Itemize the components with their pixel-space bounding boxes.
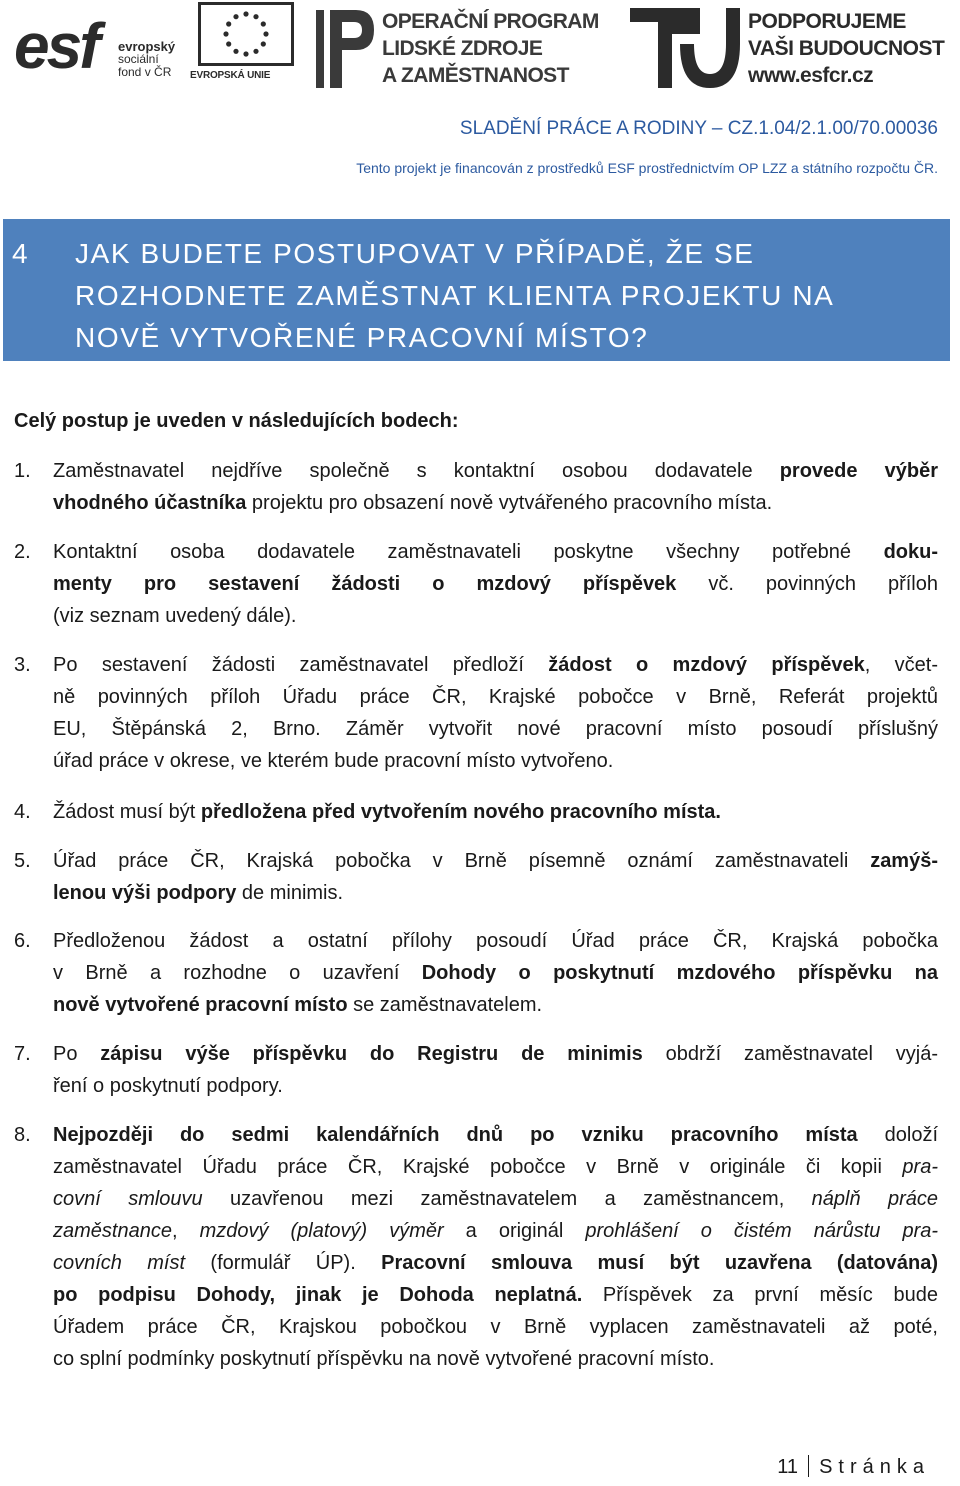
- list-item-number: 7.: [14, 1043, 31, 1065]
- list-item-text: Po zápisu výše příspěvku do Registru de minimis obdrží zaměstnavatel vyjá- ření o poskytnutí podpory.: [53, 1043, 938, 1097]
- lead-text: Celý postup je uveden v následujících bodech:: [14, 410, 459, 432]
- esf-mark: esf: [14, 10, 98, 82]
- project-code: SLADĚNÍ PRÁCE A RODINY – CZ.1.04/2.1.00/70.00036: [459, 118, 938, 139]
- list-item-number: 5.: [14, 850, 31, 872]
- list-item-number: 3.: [14, 654, 31, 676]
- op-lzz-mark-icon: [316, 4, 380, 90]
- list-item-text: Žádost musí být předložena před vytvořením nového pracovního místa.: [53, 801, 721, 823]
- logo-strip: [0, 0, 960, 100]
- esf-line-2: sociální: [118, 52, 159, 66]
- chapter-number: 4: [12, 238, 28, 269]
- op-line-2: LIDSKÉ ZDROJE: [382, 37, 543, 60]
- eu-logo: [188, 2, 298, 92]
- chapter-title-line-2: ROZHODNETE ZAMĚSTNAT KLIENTA PROJEKTU NA: [75, 280, 835, 311]
- footer-divider: [808, 1455, 809, 1477]
- support-mark-icon: [630, 4, 740, 88]
- funding-note: Tento projekt je financován z prostředků ESF prostřednictvím OP LZZ a státního rozpočtu ČR.: [356, 160, 938, 176]
- list-item-number: 4.: [14, 801, 31, 823]
- op-lzz-text: [382, 8, 599, 89]
- esf-line-3: fond v ČR: [118, 65, 172, 79]
- page-number: 11: [777, 1456, 799, 1478]
- list-item-number: 6.: [14, 930, 31, 952]
- page-footer: [777, 1454, 930, 1480]
- list-item-text: Kontaktní osoba dodavatele zaměstnavateli poskytne všechny potřebné doku- menty pro sestavení žádosti o mzdový příspěvek vč. povinných příloh (viz seznam uvedený dále).: [53, 541, 938, 627]
- support-line-2: VAŠI BUDOUCNOST: [748, 37, 945, 60]
- chapter-title: [75, 233, 945, 359]
- eu-flag-icon: [198, 2, 294, 66]
- support-text: [748, 8, 944, 89]
- list-item-text: Předloženou žádost a ostatní přílohy posoudí Úřad práce ČR, Krajská pobočka v Brně a rozhodne o uzavření Dohody o poskytnutí mzdového příspěvku na nově vytvořené pracovní místo se zaměstnavatelem.: [53, 930, 938, 1016]
- support-line-1: PODPORUJEME: [748, 10, 906, 33]
- op-lzz-logo: [316, 4, 616, 90]
- chapter-heading: [3, 219, 950, 361]
- chapter-title-line-3: NOVĚ VYTVOŘENÉ PRACOVNÍ MÍSTO?: [75, 322, 649, 353]
- op-line-1: OPERAČNÍ PROGRAM: [382, 10, 599, 33]
- esf-logo-text: [118, 40, 175, 79]
- support-url: www.esfcr.cz: [748, 64, 874, 87]
- eu-label: EVROPSKÁ UNIE: [190, 70, 271, 81]
- list-item-text: Úřad práce ČR, Krajská pobočka v Brně písemně oznámí zaměstnavateli zamýš- lenou výši podpory de minimis.: [53, 850, 938, 904]
- esf-line-1: evropský: [118, 39, 176, 54]
- esf-logo: [8, 2, 193, 92]
- chapter-title-line-1: JAK BUDETE POSTUPOVAT V PŘÍPADĚ, ŽE SE: [75, 238, 755, 269]
- list-item-number: 8.: [14, 1124, 31, 1146]
- page-label: Stránka: [819, 1456, 930, 1478]
- list-item-number: 2.: [14, 541, 31, 563]
- list-item-number: 1.: [14, 460, 31, 482]
- list-item-text: Zaměstnavatel nejdříve společně s kontaktní osobou dodavatele provede výběr vhodného účastníka projektu pro obsazení nově vytvářeného pracovního místa.: [53, 460, 938, 514]
- list-item-text: Nejpozději do sedmi kalendářních dnů po vzniku pracovního místa doloží zaměstnavatel Úřadu práce ČR, Krajské pobočce v Brně v originále či kopii pra- covní smlouvu uzavřenou mezi zaměstnavatelem a zaměstnancem, náplň práce zaměstnance, mzdový (platový) výměr a originál prohlášení o čistém nárůstu pra- covních míst (formulář ÚP). Pracovní smlouva musí být uzavřena (datována) po podpisu Dohody, jinak je Dohoda neplatná. Příspěvek za první měsíc bude Úřadem práce ČR, Krajskou pobočkou v Brně vyplacen zaměstnavateli až poté, co splní podmínky poskytnutí příspěvku na nově vytvořené pracovní místo.: [53, 1124, 939, 1370]
- support-logo: [630, 4, 950, 94]
- op-line-3: A ZAMĚSTNANOST: [382, 64, 569, 87]
- list-item-text: Po sestavení žádosti zaměstnavatel předloží žádost o mzdový příspěvek, včet- ně povinných příloh Úřadu práce ČR, Krajské pobočce v Brně, Referát projektů EU, Štěpánská 2, Brno. Záměr vytvořit nové pracovní místo posoudí příslušný úřad práce v okrese, ve kterém bude pracovní místo vytvořeno.: [53, 654, 939, 772]
